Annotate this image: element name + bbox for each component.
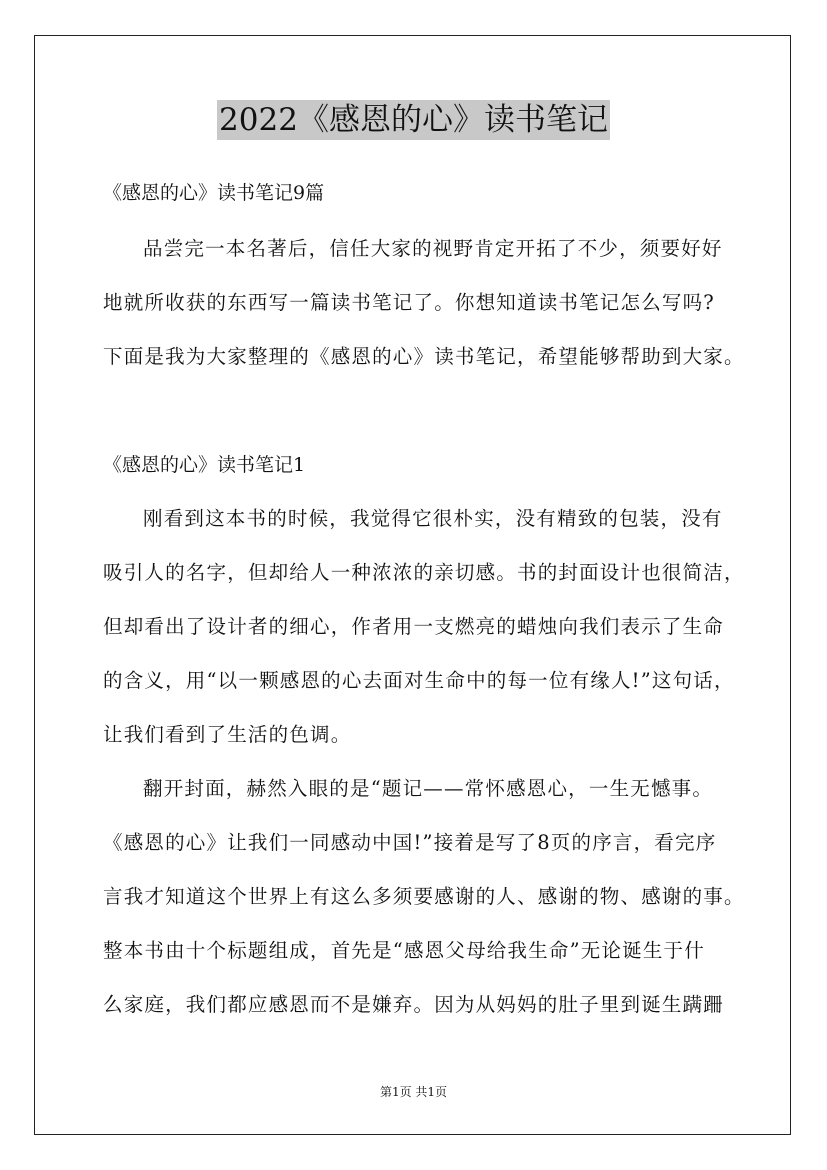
document-subtitle: 《感恩的心》读书笔记9篇	[103, 182, 325, 204]
body-line: 的含义，用“以一颗感恩的心去面对生命中的每一位有缘人!”这句话，	[103, 669, 735, 692]
body-line: 但却看出了设计者的细心，作者用一支燃亮的蜡烛向我们表示了生命	[103, 615, 725, 638]
body-line: 言我才知道这个世界上有这么多须要感谢的人、感谢的物、感谢的事。	[103, 885, 745, 908]
body-line: 让我们看到了生活的色调。	[103, 723, 352, 746]
intro-line: 下面是我为大家整理的《感恩的心》读书笔记，希望能够帮助到大家。	[103, 345, 745, 368]
body-line: 翻开封面，赫然入眼的是“题记——常怀感恩心，一生无憾事。	[143, 777, 714, 800]
section-heading: 《感恩的心》读书笔记1	[103, 454, 306, 476]
intro-line: 地就所收获的东西写一篇读书笔记了。你想知道读书笔记怎么写吗?	[103, 291, 715, 314]
body-line: 整本书由十个标题组成，首先是“感恩父母给我生命”无论诞生于什	[103, 939, 705, 962]
intro-line: 品尝完一本名著后，信任大家的视野肯定开拓了不少，须要好好	[143, 237, 723, 260]
body-line: 《感恩的心》让我们一同感动中国!”接着是写了8页的序言，看完序	[103, 831, 717, 854]
body-line: 刚看到这本书的时候，我觉得它很朴实，没有精致的包装，没有	[143, 507, 723, 530]
body-line: 吸引人的名字，但却给人一种浓浓的亲切感。书的封面设计也很简洁，	[103, 561, 745, 584]
body-line: 么家庭，我们都应感恩而不是嫌弃。因为从妈妈的肚子里到诞生蹒跚	[103, 993, 725, 1016]
page-footer: 第1页 共1页	[379, 1085, 448, 1099]
title-container	[0, 100, 827, 140]
document-title: 2022《感恩的心》读书笔记	[219, 102, 608, 138]
